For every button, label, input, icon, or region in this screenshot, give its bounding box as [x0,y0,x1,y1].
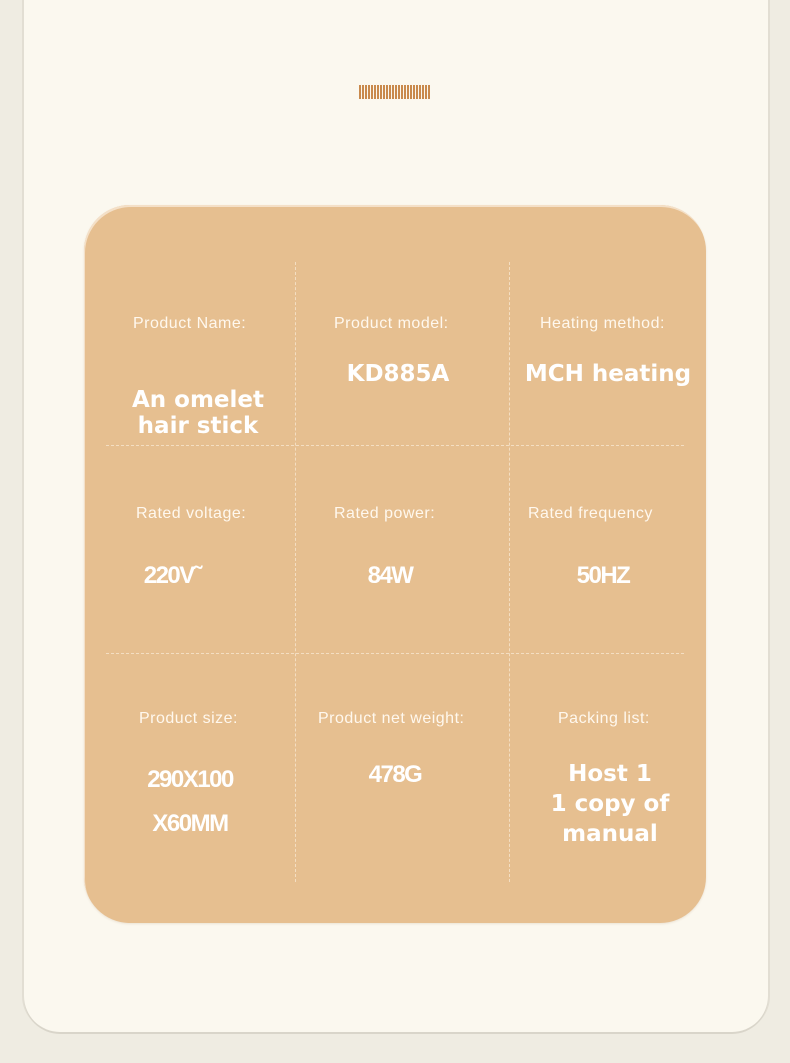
spec-value-product-name [106,361,278,465]
spec-label-packing-list: Packing list: [558,710,650,727]
spec-label-product-model: Product model: [334,315,449,332]
spec-label-product-size: Product size: [139,710,238,727]
spec-label-product-name: Product Name: [133,315,247,332]
spec-value-product-net-weight: 478G [368,761,422,788]
row-divider [106,653,684,654]
spec-value-rated-power: 84W [367,562,413,589]
spec-label-product-net-weight: Product net weight: [318,710,465,727]
spec-value-product-size: 290X100 X60MM [147,766,233,837]
spec-label-rated-frequency: Rated frequency [528,505,653,522]
spec-value-product-name-text: An omelet hair stick [131,387,265,439]
column-divider [295,262,296,882]
spec-value-packing-list: Host 1 1 copy of manual [550,761,670,847]
spec-value-product-model: KD885A [346,361,450,387]
spec-label-heating-method: Heating method: [540,315,665,332]
column-divider [509,262,510,882]
spec-value-rated-frequency: 50HZ [576,562,630,589]
spec-label-rated-power: Rated power: [334,505,436,522]
spec-label-rated-voltage: Rated voltage: [136,505,247,522]
title-bars-icon [359,84,432,100]
spec-value-rated-voltage: 220V˜ [143,562,201,589]
spec-value-heating-method: MCH heating [524,361,692,387]
